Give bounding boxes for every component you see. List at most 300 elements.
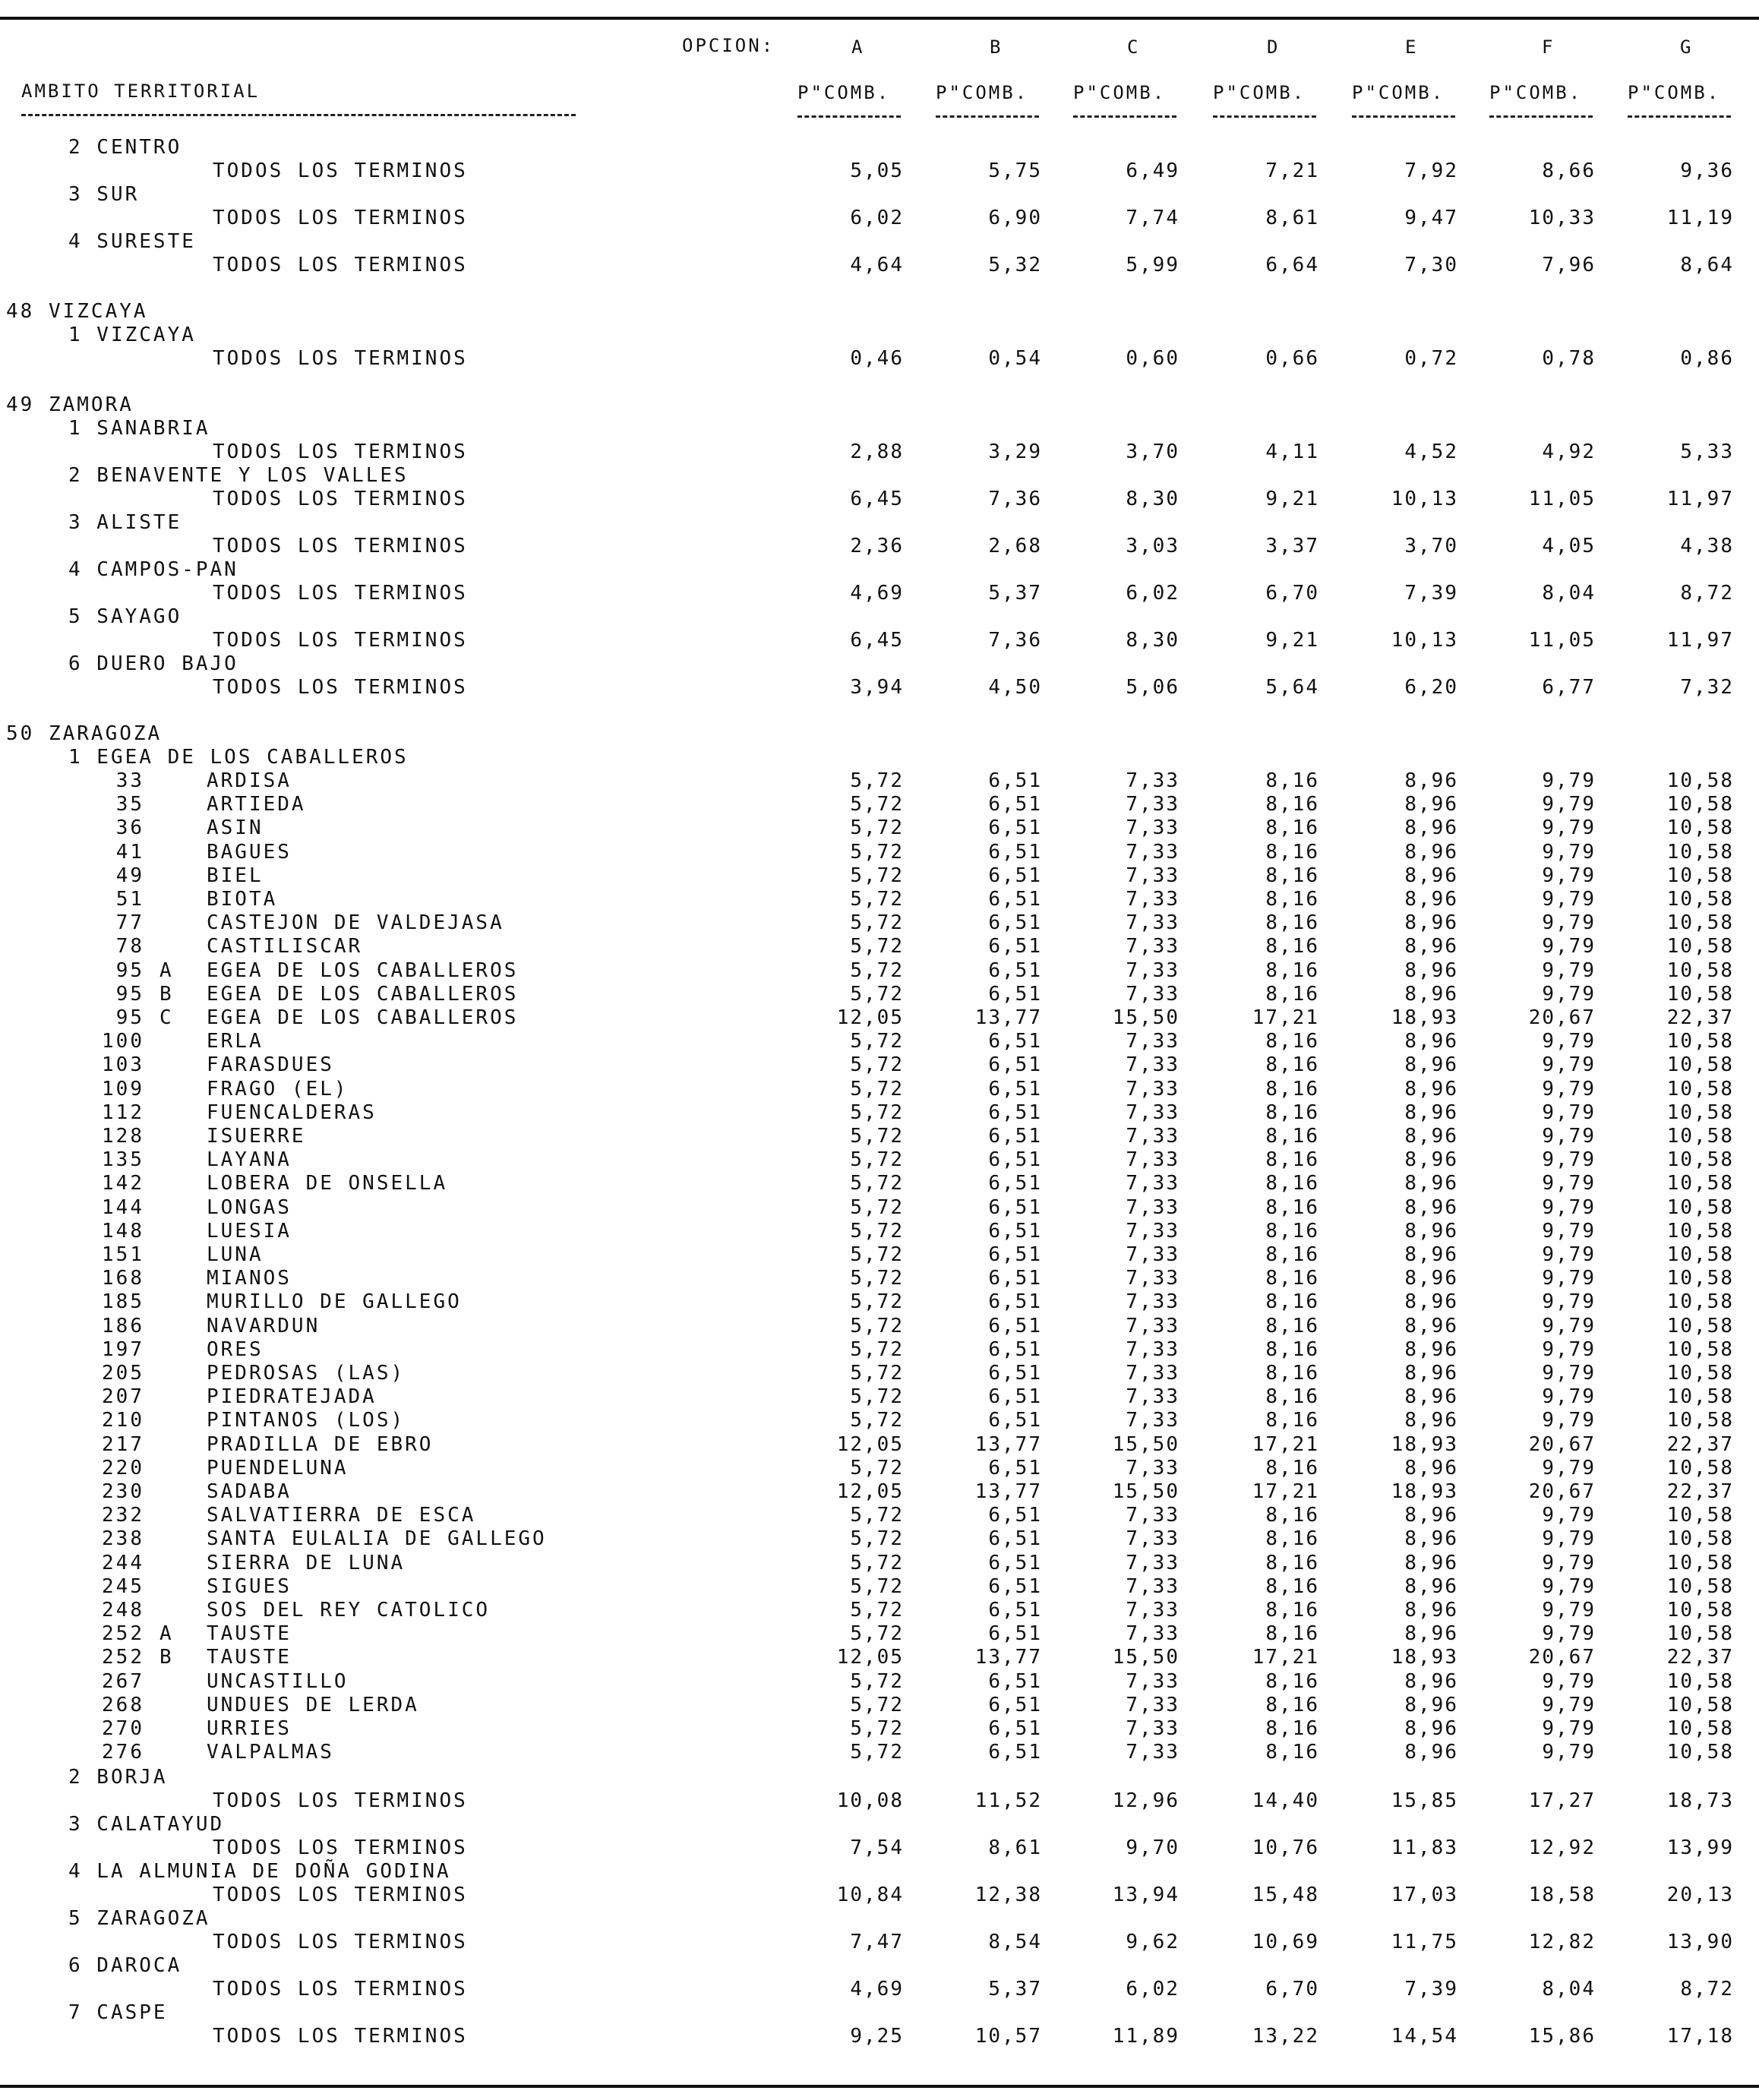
municipality-name: BAGUES bbox=[207, 840, 292, 864]
value-cell: 6,51 bbox=[988, 1409, 1042, 1432]
value-cell: 8,04 bbox=[1542, 1978, 1596, 2001]
value-cell: 3,29 bbox=[988, 441, 1042, 463]
municipality-code: 77 bbox=[115, 911, 144, 935]
value-cell: 5,37 bbox=[988, 1978, 1042, 2001]
municipality-letter: B bbox=[159, 1646, 174, 1669]
value-cell: 6,51 bbox=[988, 1125, 1042, 1148]
todos-label: TODOS LOS TERMINOS bbox=[213, 629, 468, 652]
value-cell: 3,70 bbox=[1126, 441, 1180, 463]
value-cell: 8,16 bbox=[1265, 1053, 1319, 1077]
value-cell: 6,51 bbox=[988, 840, 1042, 864]
value-cell: 11,75 bbox=[1391, 1931, 1458, 1954]
comarca-heading: 1 EGEA DE LOS CABALLEROS bbox=[68, 746, 409, 769]
pcomb-header: P"COMB. bbox=[936, 82, 1029, 103]
pcomb-underline bbox=[797, 115, 901, 118]
value-cell: 6,51 bbox=[988, 958, 1042, 982]
value-cell: 9,79 bbox=[1542, 1599, 1596, 1622]
value-cell: 13,22 bbox=[1252, 2025, 1319, 2048]
value-cell: 12,05 bbox=[836, 1480, 904, 1503]
value-cell: 7,33 bbox=[1126, 935, 1180, 958]
value-cell: 9,79 bbox=[1542, 1314, 1596, 1337]
value-cell: 8,96 bbox=[1404, 864, 1458, 887]
municipality-code: 267 bbox=[102, 1669, 144, 1693]
value-cell: 8,96 bbox=[1404, 958, 1458, 982]
value-cell: 5,99 bbox=[1126, 254, 1180, 276]
municipality-code: 244 bbox=[102, 1551, 144, 1574]
todos-label: TODOS LOS TERMINOS bbox=[213, 254, 468, 276]
option-header-e: E bbox=[1405, 36, 1419, 58]
value-cell: 5,72 bbox=[850, 1574, 904, 1598]
value-cell: 11,05 bbox=[1528, 629, 1596, 652]
municipality-name: ASIN bbox=[207, 816, 264, 840]
municipality-name: UNDUES DE LERDA bbox=[207, 1693, 419, 1716]
value-cell: 7,74 bbox=[1126, 207, 1180, 229]
value-cell: 6,51 bbox=[988, 1741, 1042, 1764]
value-cell: 5,72 bbox=[850, 1456, 904, 1479]
value-cell: 8,96 bbox=[1404, 1101, 1458, 1124]
value-cell: 6,51 bbox=[988, 769, 1042, 792]
value-cell: 6,51 bbox=[988, 793, 1042, 816]
value-cell: 8,96 bbox=[1404, 1574, 1458, 1598]
value-cell: 10,58 bbox=[1666, 816, 1734, 840]
comarca-heading: 6 DAROCA bbox=[68, 1954, 182, 1978]
value-cell: 5,72 bbox=[850, 1195, 904, 1219]
municipality-code: 245 bbox=[102, 1574, 144, 1598]
value-cell: 5,06 bbox=[1126, 676, 1180, 699]
option-header-d: D bbox=[1267, 36, 1281, 58]
value-cell: 7,33 bbox=[1126, 1622, 1180, 1646]
value-cell: 17,21 bbox=[1252, 1006, 1319, 1029]
value-cell: 5,72 bbox=[850, 793, 904, 816]
value-cell: 8,96 bbox=[1404, 1148, 1458, 1172]
value-cell: 9,79 bbox=[1542, 1125, 1596, 1148]
value-cell: 8,16 bbox=[1265, 1267, 1319, 1290]
comarca-heading: 2 BENAVENTE Y LOS VALLES bbox=[68, 464, 409, 487]
value-cell: 7,33 bbox=[1126, 982, 1180, 1006]
value-cell: 8,16 bbox=[1265, 1148, 1319, 1172]
value-cell: 0,72 bbox=[1404, 347, 1458, 370]
value-cell: 9,79 bbox=[1542, 1219, 1596, 1243]
municipality-code: 207 bbox=[102, 1385, 144, 1409]
value-cell: 7,33 bbox=[1126, 1243, 1180, 1266]
value-cell: 5,72 bbox=[850, 816, 904, 840]
value-cell: 10,58 bbox=[1666, 911, 1734, 935]
value-cell: 8,16 bbox=[1265, 816, 1319, 840]
province-heading: 49 ZAMORA bbox=[6, 393, 134, 416]
value-cell: 4,69 bbox=[850, 582, 904, 605]
value-cell: 6,51 bbox=[988, 1693, 1042, 1716]
value-cell: 9,79 bbox=[1542, 935, 1596, 958]
value-cell: 7,33 bbox=[1126, 1741, 1180, 1764]
municipality-code: 36 bbox=[115, 816, 144, 840]
municipality-name: EGEA DE LOS CABALLEROS bbox=[207, 958, 519, 982]
value-cell: 10,58 bbox=[1666, 1125, 1734, 1148]
value-cell: 5,72 bbox=[850, 1599, 904, 1622]
municipality-code: 78 bbox=[115, 935, 144, 958]
value-cell: 12,05 bbox=[836, 1432, 904, 1456]
value-cell: 9,79 bbox=[1542, 1337, 1596, 1361]
municipality-name: EGEA DE LOS CABALLEROS bbox=[207, 982, 519, 1006]
value-cell: 10,58 bbox=[1666, 769, 1734, 792]
municipality-name: ORES bbox=[207, 1337, 264, 1361]
value-cell: 18,73 bbox=[1666, 1789, 1734, 1813]
value-cell: 10,58 bbox=[1666, 1409, 1734, 1432]
value-cell: 9,79 bbox=[1542, 1551, 1596, 1574]
municipality-code: 268 bbox=[102, 1693, 144, 1716]
municipality-name: LUESIA bbox=[207, 1219, 292, 1243]
value-cell: 10,58 bbox=[1666, 935, 1734, 958]
value-cell: 8,96 bbox=[1404, 1622, 1458, 1646]
municipality-name: MIANOS bbox=[207, 1267, 292, 1290]
value-cell: 6,51 bbox=[988, 1101, 1042, 1124]
value-cell: 6,64 bbox=[1265, 254, 1319, 276]
value-cell: 10,58 bbox=[1666, 1741, 1734, 1764]
comarca-heading: 2 BORJA bbox=[68, 1766, 168, 1789]
value-cell: 6,45 bbox=[850, 488, 904, 510]
value-cell: 8,96 bbox=[1404, 1219, 1458, 1243]
value-cell: 7,33 bbox=[1126, 1669, 1180, 1693]
municipality-code: 51 bbox=[115, 888, 144, 911]
municipality-letter: A bbox=[159, 1622, 174, 1646]
value-cell: 6,70 bbox=[1265, 1978, 1319, 2001]
value-cell: 10,58 bbox=[1666, 1362, 1734, 1385]
municipality-code: 144 bbox=[102, 1195, 144, 1219]
value-cell: 6,51 bbox=[988, 1574, 1042, 1598]
value-cell: 0,66 bbox=[1265, 347, 1319, 370]
value-cell: 8,96 bbox=[1404, 793, 1458, 816]
value-cell: 10,13 bbox=[1391, 629, 1458, 652]
municipality-name: UNCASTILLO bbox=[207, 1669, 349, 1693]
value-cell: 6,02 bbox=[1126, 582, 1180, 605]
value-cell: 6,45 bbox=[850, 629, 904, 652]
value-cell: 8,16 bbox=[1265, 1314, 1319, 1337]
value-cell: 5,72 bbox=[850, 1693, 904, 1716]
pcomb-underline bbox=[1628, 115, 1731, 118]
value-cell: 15,50 bbox=[1112, 1480, 1180, 1503]
municipality-name: PIEDRATEJADA bbox=[207, 1385, 377, 1409]
value-cell: 11,97 bbox=[1666, 629, 1734, 652]
pcomb-header: P"COMB. bbox=[1628, 82, 1721, 103]
value-cell: 8,16 bbox=[1265, 1599, 1319, 1622]
todos-label: TODOS LOS TERMINOS bbox=[213, 535, 468, 557]
value-cell: 8,30 bbox=[1126, 488, 1180, 510]
value-cell: 7,33 bbox=[1126, 888, 1180, 911]
value-cell: 8,96 bbox=[1404, 888, 1458, 911]
value-cell: 5,75 bbox=[988, 159, 1042, 182]
value-cell: 10,08 bbox=[836, 1789, 904, 1813]
value-cell: 5,37 bbox=[988, 582, 1042, 605]
value-cell: 7,33 bbox=[1126, 1030, 1180, 1053]
value-cell: 8,96 bbox=[1404, 1267, 1458, 1290]
value-cell: 8,96 bbox=[1404, 1053, 1458, 1077]
value-cell: 7,33 bbox=[1126, 816, 1180, 840]
value-cell: 6,51 bbox=[988, 1717, 1042, 1740]
value-cell: 5,32 bbox=[988, 254, 1042, 276]
municipality-name: FUENCALDERAS bbox=[207, 1101, 377, 1124]
value-cell: 15,50 bbox=[1112, 1646, 1180, 1669]
value-cell: 7,30 bbox=[1404, 254, 1458, 276]
value-cell: 22,37 bbox=[1666, 1006, 1734, 1029]
value-cell: 9,79 bbox=[1542, 1409, 1596, 1432]
value-cell: 8,96 bbox=[1404, 935, 1458, 958]
value-cell: 5,72 bbox=[850, 1125, 904, 1148]
comarca-heading: 1 SANABRIA bbox=[68, 417, 210, 440]
value-cell: 5,72 bbox=[850, 1622, 904, 1646]
value-cell: 9,79 bbox=[1542, 958, 1596, 982]
municipality-name: SIERRA DE LUNA bbox=[207, 1551, 406, 1574]
value-cell: 12,92 bbox=[1528, 1836, 1596, 1860]
value-cell: 10,58 bbox=[1666, 1574, 1734, 1598]
value-cell: 4,92 bbox=[1542, 441, 1596, 463]
province-heading: 48 VIZCAYA bbox=[6, 300, 148, 323]
value-cell: 10,58 bbox=[1666, 1195, 1734, 1219]
value-cell: 5,72 bbox=[850, 1219, 904, 1243]
value-cell: 13,77 bbox=[974, 1646, 1042, 1669]
value-cell: 4,50 bbox=[988, 676, 1042, 699]
value-cell: 12,82 bbox=[1528, 1931, 1596, 1954]
value-cell: 7,33 bbox=[1126, 958, 1180, 982]
value-cell: 15,86 bbox=[1528, 2025, 1596, 2048]
municipality-code: 248 bbox=[102, 1599, 144, 1622]
value-cell: 7,33 bbox=[1126, 1717, 1180, 1740]
comarca-heading: 3 SUR bbox=[68, 183, 140, 206]
value-cell: 7,33 bbox=[1126, 1195, 1180, 1219]
todos-label: TODOS LOS TERMINOS bbox=[213, 676, 468, 699]
municipality-name: LOBERA DE ONSELLA bbox=[207, 1172, 448, 1195]
value-cell: 8,96 bbox=[1404, 1314, 1458, 1337]
value-cell: 8,16 bbox=[1265, 1574, 1319, 1598]
value-cell: 7,54 bbox=[850, 1836, 904, 1860]
municipality-code: 95 bbox=[115, 958, 144, 982]
value-cell: 8,54 bbox=[988, 1931, 1042, 1954]
value-cell: 13,90 bbox=[1666, 1931, 1734, 1954]
municipality-code: 168 bbox=[102, 1267, 144, 1290]
value-cell: 7,33 bbox=[1126, 1125, 1180, 1148]
municipality-code: 230 bbox=[102, 1480, 144, 1503]
value-cell: 9,79 bbox=[1542, 1574, 1596, 1598]
value-cell: 8,16 bbox=[1265, 1337, 1319, 1361]
value-cell: 17,21 bbox=[1252, 1432, 1319, 1456]
value-cell: 10,58 bbox=[1666, 1599, 1734, 1622]
municipality-name: FRAGO (EL) bbox=[207, 1077, 349, 1101]
value-cell: 6,02 bbox=[850, 207, 904, 229]
municipality-name: BIEL bbox=[207, 864, 264, 887]
value-cell: 10,57 bbox=[974, 2025, 1042, 2048]
value-cell: 8,96 bbox=[1404, 1337, 1458, 1361]
value-cell: 10,58 bbox=[1666, 1243, 1734, 1266]
value-cell: 7,33 bbox=[1126, 1551, 1180, 1574]
value-cell: 5,72 bbox=[850, 864, 904, 887]
todos-label: TODOS LOS TERMINOS bbox=[213, 488, 468, 510]
value-cell: 6,51 bbox=[988, 1622, 1042, 1646]
value-cell: 9,79 bbox=[1542, 911, 1596, 935]
value-cell: 6,51 bbox=[988, 1030, 1042, 1053]
municipality-code: 41 bbox=[115, 840, 144, 864]
municipality-code: 186 bbox=[102, 1314, 144, 1337]
value-cell: 5,72 bbox=[850, 1669, 904, 1693]
value-cell: 8,96 bbox=[1404, 1243, 1458, 1266]
value-cell: 5,72 bbox=[850, 1385, 904, 1409]
value-cell: 5,72 bbox=[850, 1527, 904, 1551]
value-cell: 15,48 bbox=[1252, 1884, 1319, 1907]
value-cell: 0,46 bbox=[850, 347, 904, 370]
municipality-name: TAUSTE bbox=[207, 1646, 292, 1669]
municipality-name: CASTEJON DE VALDEJASA bbox=[207, 911, 504, 935]
municipality-letter: A bbox=[159, 958, 174, 982]
value-cell: 8,96 bbox=[1404, 1741, 1458, 1764]
value-cell: 7,33 bbox=[1126, 1599, 1180, 1622]
value-cell: 20,67 bbox=[1528, 1646, 1596, 1669]
ambito-label: AMBITO TERRITORIAL bbox=[21, 81, 261, 102]
todos-label: TODOS LOS TERMINOS bbox=[213, 1836, 468, 1860]
value-cell: 9,79 bbox=[1542, 1456, 1596, 1479]
value-cell: 12,38 bbox=[974, 1884, 1042, 1907]
value-cell: 9,79 bbox=[1542, 1267, 1596, 1290]
value-cell: 10,58 bbox=[1666, 1314, 1734, 1337]
value-cell: 8,16 bbox=[1265, 864, 1319, 887]
value-cell: 9,79 bbox=[1542, 1362, 1596, 1385]
municipality-code: 205 bbox=[102, 1362, 144, 1385]
municipality-name: CASTILISCAR bbox=[207, 935, 363, 958]
value-cell: 4,64 bbox=[850, 254, 904, 276]
value-cell: 10,76 bbox=[1252, 1836, 1319, 1860]
value-cell: 7,33 bbox=[1126, 1527, 1180, 1551]
value-cell: 5,72 bbox=[850, 1362, 904, 1385]
value-cell: 9,79 bbox=[1542, 1148, 1596, 1172]
value-cell: 9,79 bbox=[1542, 1693, 1596, 1716]
value-cell: 10,58 bbox=[1666, 1053, 1734, 1077]
value-cell: 7,36 bbox=[988, 488, 1042, 510]
value-cell: 5,72 bbox=[850, 888, 904, 911]
option-header-f: F bbox=[1542, 36, 1555, 58]
value-cell: 9,47 bbox=[1404, 207, 1458, 229]
value-cell: 9,79 bbox=[1542, 1290, 1596, 1314]
value-cell: 8,16 bbox=[1265, 1741, 1319, 1764]
value-cell: 10,58 bbox=[1666, 864, 1734, 887]
value-cell: 8,16 bbox=[1265, 1551, 1319, 1574]
value-cell: 7,33 bbox=[1126, 840, 1180, 864]
value-cell: 8,16 bbox=[1265, 1693, 1319, 1716]
value-cell: 7,33 bbox=[1126, 1385, 1180, 1409]
value-cell: 13,77 bbox=[974, 1480, 1042, 1503]
municipality-name: SADABA bbox=[207, 1480, 292, 1503]
todos-label: TODOS LOS TERMINOS bbox=[213, 2025, 468, 2048]
value-cell: 7,33 bbox=[1126, 1290, 1180, 1314]
value-cell: 10,58 bbox=[1666, 1077, 1734, 1101]
todos-label: TODOS LOS TERMINOS bbox=[213, 1978, 468, 2001]
value-cell: 6,49 bbox=[1126, 159, 1180, 182]
municipality-code: 238 bbox=[102, 1527, 144, 1551]
value-cell: 8,96 bbox=[1404, 1172, 1458, 1195]
value-cell: 9,79 bbox=[1542, 1195, 1596, 1219]
comarca-heading: 5 SAYAGO bbox=[68, 605, 182, 628]
value-cell: 6,51 bbox=[988, 1290, 1042, 1314]
value-cell: 9,21 bbox=[1265, 629, 1319, 652]
value-cell: 8,16 bbox=[1265, 1717, 1319, 1740]
value-cell: 0,86 bbox=[1680, 347, 1734, 370]
value-cell: 8,16 bbox=[1265, 1125, 1319, 1148]
value-cell: 7,39 bbox=[1404, 1978, 1458, 2001]
municipality-code: 151 bbox=[102, 1243, 144, 1266]
value-cell: 0,54 bbox=[988, 347, 1042, 370]
value-cell: 11,89 bbox=[1112, 2025, 1180, 2048]
value-cell: 10,58 bbox=[1666, 958, 1734, 982]
value-cell: 5,72 bbox=[850, 1551, 904, 1574]
value-cell: 8,96 bbox=[1404, 1030, 1458, 1053]
top-rule bbox=[0, 17, 1759, 20]
comarca-heading: 3 ALISTE bbox=[68, 511, 182, 534]
value-cell: 10,69 bbox=[1252, 1931, 1319, 1954]
value-cell: 9,79 bbox=[1542, 1527, 1596, 1551]
value-cell: 11,19 bbox=[1666, 207, 1734, 229]
value-cell: 11,97 bbox=[1666, 488, 1734, 510]
value-cell: 6,90 bbox=[988, 207, 1042, 229]
value-cell: 9,79 bbox=[1542, 1077, 1596, 1101]
value-cell: 7,33 bbox=[1126, 1693, 1180, 1716]
value-cell: 8,16 bbox=[1265, 1669, 1319, 1693]
value-cell: 9,79 bbox=[1542, 1669, 1596, 1693]
municipality-name: ERLA bbox=[207, 1030, 264, 1053]
value-cell: 11,83 bbox=[1391, 1836, 1458, 1860]
value-cell: 5,72 bbox=[850, 1337, 904, 1361]
value-cell: 8,96 bbox=[1404, 1551, 1458, 1574]
value-cell: 5,72 bbox=[850, 1409, 904, 1432]
municipality-name: PUENDELUNA bbox=[207, 1456, 349, 1479]
municipality-code: 217 bbox=[102, 1432, 144, 1456]
value-cell: 7,33 bbox=[1126, 1574, 1180, 1598]
value-cell: 9,79 bbox=[1542, 1504, 1596, 1527]
value-cell: 7,36 bbox=[988, 629, 1042, 652]
municipality-name: BIOTA bbox=[207, 888, 278, 911]
municipality-code: 276 bbox=[102, 1741, 144, 1764]
value-cell: 9,79 bbox=[1542, 982, 1596, 1006]
municipality-code: 35 bbox=[115, 793, 144, 816]
comarca-heading: 4 CAMPOS-PAN bbox=[68, 558, 238, 581]
value-cell: 8,16 bbox=[1265, 982, 1319, 1006]
value-cell: 9,79 bbox=[1542, 1101, 1596, 1124]
comarca-heading: 7 CASPE bbox=[68, 2001, 168, 2025]
value-cell: 8,96 bbox=[1404, 1456, 1458, 1479]
value-cell: 7,33 bbox=[1126, 1101, 1180, 1124]
value-cell: 7,33 bbox=[1126, 1053, 1180, 1077]
value-cell: 7,33 bbox=[1126, 1504, 1180, 1527]
pcomb-header: P"COMB. bbox=[1073, 82, 1167, 103]
comarca-heading: 4 SURESTE bbox=[68, 230, 196, 253]
value-cell: 8,16 bbox=[1265, 1456, 1319, 1479]
value-cell: 2,36 bbox=[850, 535, 904, 557]
value-cell: 6,51 bbox=[988, 982, 1042, 1006]
pcomb-underline bbox=[1213, 115, 1316, 118]
value-cell: 6,51 bbox=[988, 1219, 1042, 1243]
value-cell: 8,61 bbox=[988, 1836, 1042, 1860]
value-cell: 5,33 bbox=[1680, 441, 1734, 463]
value-cell: 0,60 bbox=[1126, 347, 1180, 370]
value-cell: 7,33 bbox=[1126, 1456, 1180, 1479]
value-cell: 5,72 bbox=[850, 1504, 904, 1527]
value-cell: 8,16 bbox=[1265, 1172, 1319, 1195]
value-cell: 20,67 bbox=[1528, 1432, 1596, 1456]
value-cell: 9,79 bbox=[1542, 1385, 1596, 1409]
value-cell: 6,70 bbox=[1265, 582, 1319, 605]
value-cell: 9,79 bbox=[1542, 1030, 1596, 1053]
value-cell: 5,72 bbox=[850, 1077, 904, 1101]
value-cell: 6,51 bbox=[988, 1267, 1042, 1290]
value-cell: 5,72 bbox=[850, 911, 904, 935]
value-cell: 15,85 bbox=[1391, 1789, 1458, 1813]
pcomb-header: P"COMB. bbox=[1352, 82, 1445, 103]
value-cell: 10,58 bbox=[1666, 888, 1734, 911]
municipality-name: ARTIEDA bbox=[207, 793, 306, 816]
